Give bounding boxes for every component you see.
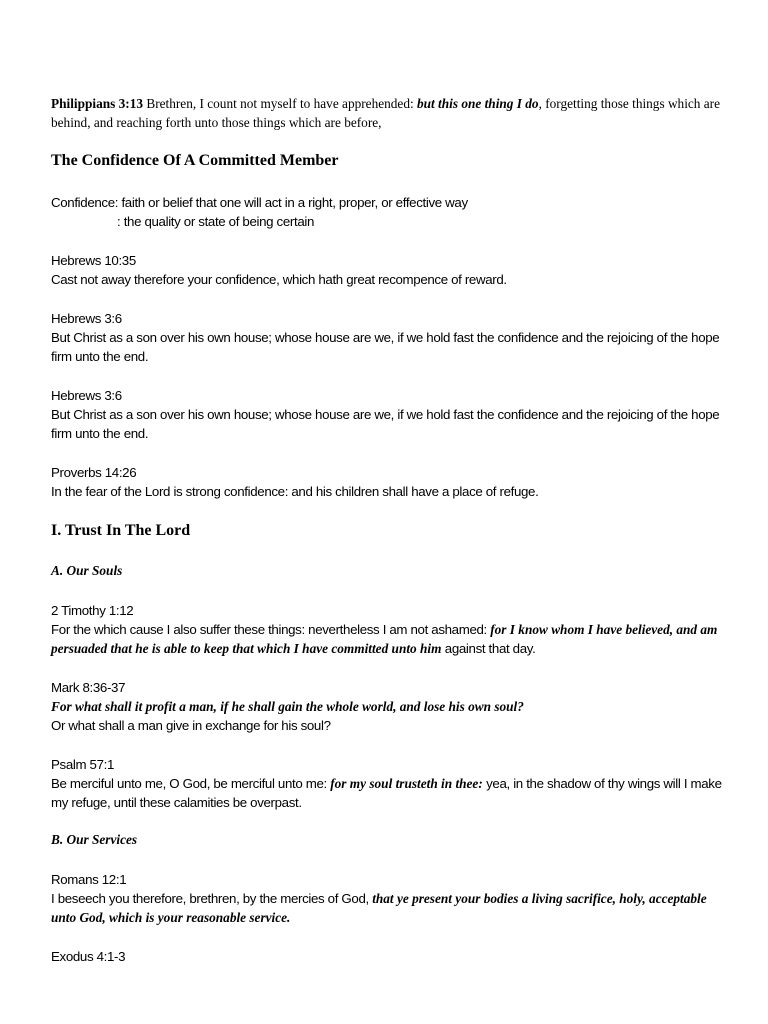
verse-text: But Christ as a son over his own house; whose house are we, if we hold fast the confidence and the rejoicing of the hope firm unto the end. bbox=[51, 330, 720, 364]
verse-ref: Psalm 57:1 bbox=[51, 757, 115, 772]
definition-line-2: : the quality or state of being certain bbox=[117, 214, 315, 229]
verse-text-a: I beseech you therefore, brethren, by the mercies of God, bbox=[51, 891, 373, 906]
verse-text-b: against that day. bbox=[441, 641, 536, 656]
verse-text bbox=[51, 620, 727, 658]
main-heading: The Confidence Of A Committed Member bbox=[51, 152, 339, 169]
verse-text-a: For the which cause I also suffer these things: nevertheless I am not ashamed: bbox=[51, 622, 491, 637]
verse-text bbox=[51, 889, 727, 927]
subsection-heading: A. Our Souls bbox=[51, 563, 123, 578]
intro-paragraph bbox=[51, 94, 727, 132]
verse-text: Cast not away therefore your confidence, which hath great recompence of reward. bbox=[51, 272, 507, 287]
verse-ref: Mark 8:36-37 bbox=[51, 680, 126, 695]
intro-emphasis: but this one thing I do bbox=[417, 96, 539, 111]
verse-emphasis: For what shall it profit a man, if he shall gain the whole world, and lose his own soul? bbox=[51, 699, 524, 714]
verse-emphasis: that ye present your bodies a living sacrifice, holy, acceptable unto God, which is your reasonable service. bbox=[51, 891, 707, 925]
definition-line-1: Confidence: faith or belief that one will act in a right, proper, or effective way bbox=[51, 195, 468, 210]
verse-ref: Hebrews 3:6 bbox=[51, 388, 122, 403]
verse-text: But Christ as a son over his own house; whose house are we, if we hold fast the confidence and the rejoicing of the hope firm unto the end. bbox=[51, 407, 720, 441]
verse-ref: Romans 12:1 bbox=[51, 872, 127, 887]
verse-text-b: yea, in the shadow of thy wings will I make my refuge, until these calamities be overpast. bbox=[51, 776, 722, 810]
verse-ref: Hebrews 10:35 bbox=[51, 253, 136, 268]
verse-text bbox=[51, 774, 727, 812]
intro-text-b: , forgetting those things which are behind, and reaching forth unto those things which are before, bbox=[51, 96, 721, 130]
verse-text: In the fear of the Lord is strong confidence: and his children shall have a place of refuge. bbox=[51, 484, 539, 499]
section-heading: I. Trust In The Lord bbox=[51, 522, 191, 539]
intro-ref: Philippians 3:13 bbox=[51, 96, 144, 111]
verse-emphasis: for I know whom I have believed, and am persuaded that he is able to keep that which I have committed unto him bbox=[51, 622, 718, 656]
verse-emphasis-line bbox=[51, 697, 727, 716]
intro-text-a: Brethren, I count not myself to have apprehended: bbox=[143, 96, 417, 111]
verse-emphasis: for my soul trusteth in thee: bbox=[330, 776, 483, 791]
verse-text-a: Be merciful unto me, O God, be merciful unto me: bbox=[51, 776, 331, 791]
subsection-heading: B. Our Services bbox=[51, 832, 138, 847]
verse-text: Or what shall a man give in exchange for his soul? bbox=[51, 718, 331, 733]
verse-ref: 2 Timothy 1:12 bbox=[51, 603, 134, 618]
verse-ref: Exodus 4:1-3 bbox=[51, 949, 126, 964]
verse-ref: Hebrews 3:6 bbox=[51, 311, 122, 326]
verse-ref: Proverbs 14:26 bbox=[51, 465, 137, 480]
